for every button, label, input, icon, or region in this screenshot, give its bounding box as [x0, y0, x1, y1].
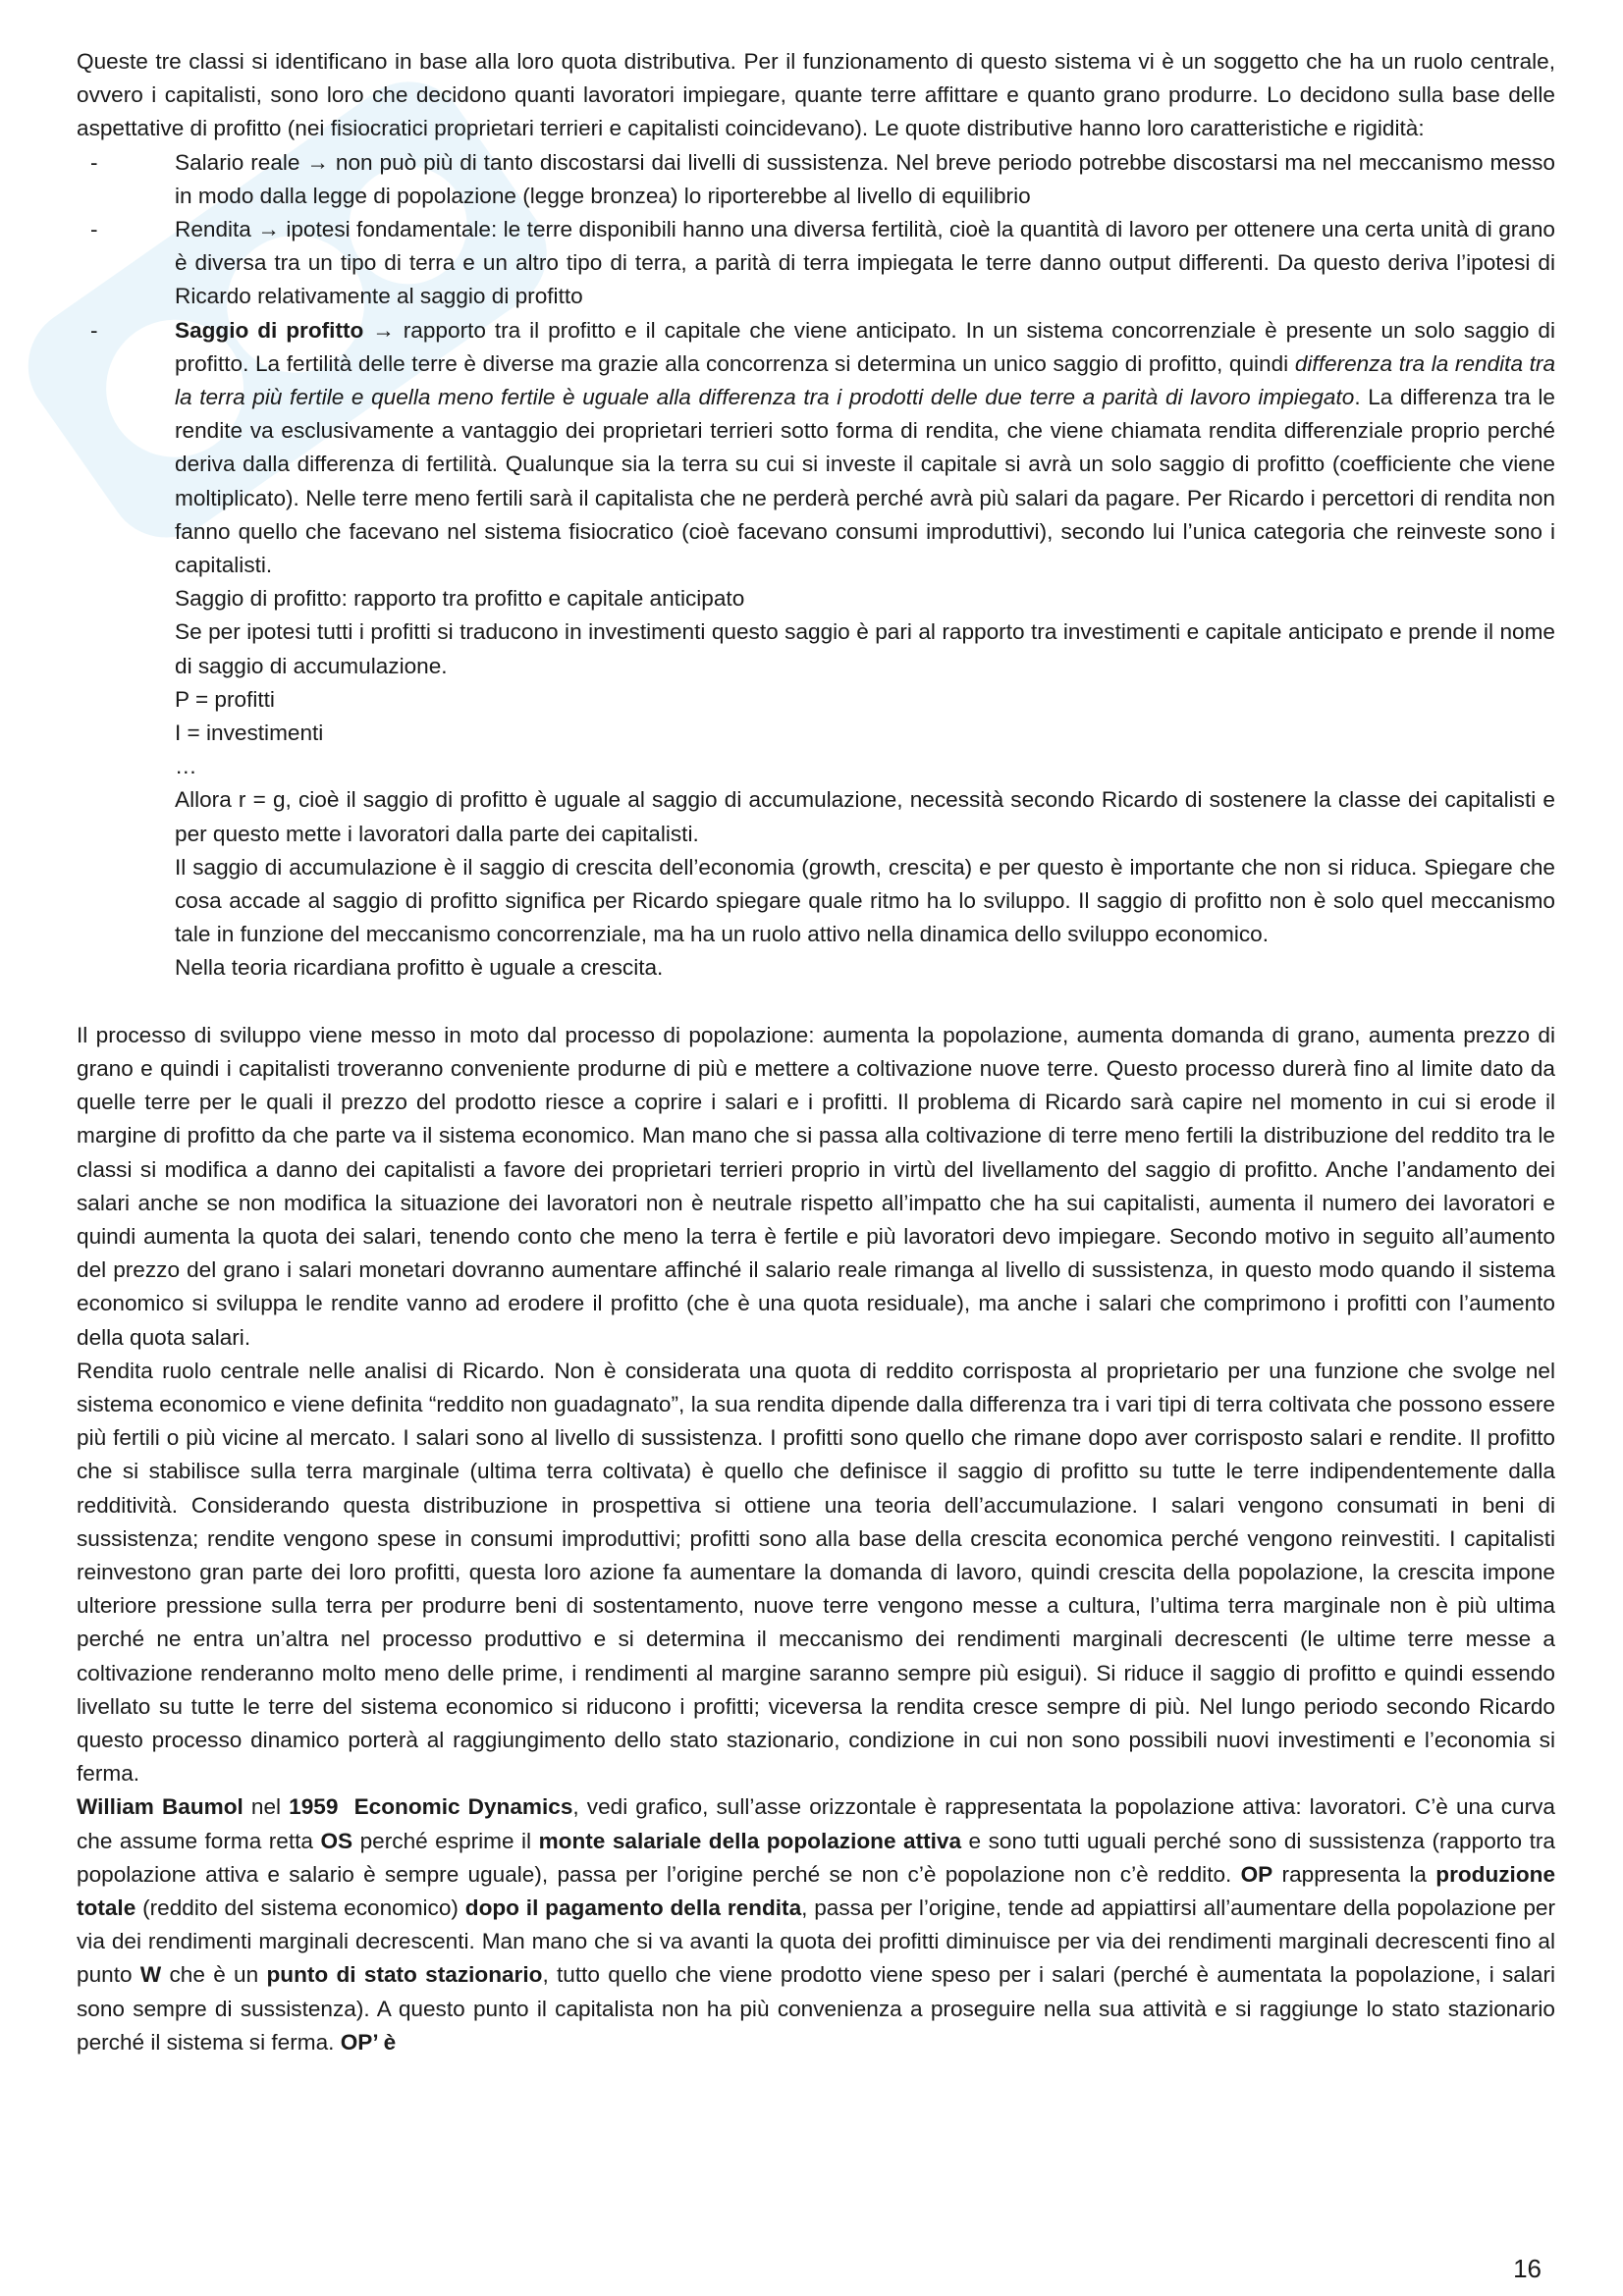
baumol-text: che è un: [161, 1962, 267, 1988]
saggio-line-2: Se per ipotesi tutti i profitti si traducono in investimenti questo saggio è pari al rapporto tra investimenti e capitale anticipato e prende il nome di saggio di accumulazione.: [175, 619, 1555, 678]
page-number: 16: [1513, 2254, 1542, 2283]
saggio-line-7: Il saggio di accumulazione è il saggio di crescita dell’economia (growth, crescita) e per questo è importante che non si riduca. Spiegare che cosa accade al saggio di profitto significa per Ricardo spiegare quale ritmo ha lo sviluppo. Il saggio di profitto non è solo quel meccanismo tale in funzione del meccanismo concorrenziale, ma ha un ruolo attivo nella dinamica dello sviluppo economico.: [175, 854, 1555, 947]
saggio-text-1: rapporto tra il profitto e il capitale che viene anticipato. In un sistema concorrenziale è presente un solo saggio di profitto. La fertilità delle terre è diverse ma grazie alla concorrenza si determina un unico saggio di profitto, quindi: [175, 317, 1556, 376]
baumol-text: nel: [243, 1794, 290, 1820]
arrow-right-icon: →: [306, 149, 336, 175]
saggio-detail-block: [175, 582, 1555, 985]
saggio-line-8: Nella teoria ricardiana profitto è uguale a crescita.: [175, 955, 664, 981]
baumol-text: , tutto quello che viene prodotto viene speso per i salari (perché è aumentata la popolazione, i salari sono sempre di sussistenza). A questo punto il capitalista non ha più convenienza a proseguire nella sua attività e si raggiunge lo stato stazionario perché il sistema si ferma.: [77, 1962, 1556, 2055]
baumol-text: rappresenta la: [1272, 1861, 1436, 1887]
baumol-w: W: [139, 1962, 162, 1988]
saggio-italic: differenza tra la rendita tra la terra più fertile e quella meno fertile è uguale alla differenza tra i prodotti delle due terre a parità di lavoro impiegato: [175, 350, 1556, 410]
saggio-line-1: Saggio di profitto: rapporto tra profitto e capitale anticipato: [175, 586, 745, 612]
arrow-right-icon: →: [372, 317, 404, 343]
baumol-os: OS: [320, 1828, 353, 1853]
bullet-dash: -: [90, 317, 98, 343]
rendita-text: ipotesi fondamentale: le terre disponibili hanno una diversa fertilità, cioè la quantità di lavoro per ottenere una certa unità di grano è diversa tra un tipo di terra e un altro tipo di terra, a parità di terra impiegata le terre danno output differenti. Da questo deriva l’ipotesi di Ricardo relativamente al saggio di profitto: [175, 217, 1555, 309]
baumol-opp: OP’ è: [340, 2029, 397, 2055]
baumol-text: perché esprime il: [352, 1828, 539, 1853]
saggio-line-4: I = investimenti: [175, 721, 324, 746]
sviluppo-paragraph: Il processo di sviluppo viene messo in moto dal processo di popolazione: aumenta la popolazione, aumenta domanda di grano, aumenta prezzo di grano e quindi i capitalisti troveranno conveniente produrne di più e mettere a coltivazione nuove terre. Questo processo durerà fino al limite dato da quelle terre per le quali il prezzo del prodotto riesce a coprire i salari e i profitti. Il problema di Ricardo sarà capire nel momento in cui si erode il margine di profitto da che parte va il sistema economico. Man mano che si passa alla coltivazione di terre meno fertili la distribuzione del reddito tra le classi si modifica a danno dei capitalisti a favore dei proprietari terrieri proprio in virtù del livellamento del saggio di profitto. Anche l’andamento dei salari anche se non modifica la situazione dei lavoratori non è neutrale rispetto all’impatto che ha sui capitalisti, aumenta il numero dei lavoratori e quindi aumenta la quota dei salari, tenendo conto che meno la terra è fertile e più lavoratori devo impiegare. Secondo motivo in seguito all’aumento del prezzo del grano i salari monetari dovranno aumentare affinché il salario reale rimanga al livello di sussistenza, in questo modo quando il sistema economico si sviluppa le rendite vanno ad erodere il profitto (che è una quota residuale), ma anche i salari che comprimono i profitti con l’aumento della quota salari.: [77, 1022, 1555, 1350]
bullet-dash: -: [90, 217, 98, 242]
salario-text: non può più di tanto discostarsi dai livelli di sussistenza. Nel breve periodo potrebbe discostarsi ma nel meccanismo messo in modo dalla legge di popolazione (legge bronzea) lo riporterebbe al livello di equilibrio: [175, 149, 1555, 208]
rendita-paragraph: Rendita ruolo centrale nelle analisi di Ricardo. Non è considerata una quota di reddito corrisposta al proprietario per una funzione che svolge nel sistema economico e viene definita “reddito non guadagnato”, la sua rendita dipende dalla differenza tra i vari tipi di terra coltivata che possono essere più fertili o più vicine al mercato. I salari sono al livello di sussistenza. I profitti sono quello che rimane dopo aver corrisposto salari e rendite. Il profitto che si stabilisce sulla terra marginale (ultima terra coltivata) è quello che definisce il saggio di profitto su tutte le terre indipendentemente dalla redditività. Considerando questa distribuzione in prospettiva si ottiene una teoria dell’accumulazione. I salari vengono consumati in beni di sussistenza; rendite vengono spese in consumi improduttivi; profitti sono alla base della crescita economica perché vengono reinvestiti. I capitalisti reinvestono gran parte dei loro profitti, questa loro azione fa aumentare la domanda di lavoro, quindi crescita della popolazione, la crescita impone ulteriore pressione sulla terra per produrre beni di sostentamento, nuove terre vengono messe a cultura, l’ultima terra marginale non è più ultima perché ne entra un’altra nel processo produttivo e si determina il meccanismo dei rendimenti marginali decrescenti (le ultime terre messe a coltivazione renderanno molto meno delle prime, i rendimenti al margine saranno sempre più esigui). Si riduce il saggio di profitto e quindi essendo livellato su tutte le terre del sistema economico si riducono i profitti; viceversa la rendita cresce sempre di più. Nel lungo periodo secondo Ricardo questo processo dinamico porterà al raggiungimento dello stato stazionario, condizione in cui non sono possibili nuovi investimenti e l’economia si ferma.: [77, 1358, 1555, 1787]
saggio-line-6: Allora r = g, cioè il saggio di profitto è uguale al saggio di accumulazione, necessità secondo Ricardo di sostenere la classe dei capitalisti e per questo mette i lavoratori dalla parte dei capitalisti.: [175, 787, 1555, 846]
arrow-right-icon: →: [257, 217, 287, 242]
baumol-text: [338, 1794, 353, 1819]
baumol-text: , passa per l’origine, tende ad appiattirsi all’aumentare della popolazione per via dei rendimenti marginali decrescenti. Man mano che si va avanti la quota dei profitti diminuisce per via dei rendimenti marginali decrescenti fino al punto: [77, 1895, 1555, 1988]
rendita-label: Rendita: [175, 217, 251, 242]
baumol-monte: monte salariale della popolazione attiva: [538, 1828, 962, 1853]
saggio-line-3: P = profitti: [175, 686, 275, 712]
spacer: [77, 986, 1555, 1019]
list-item-rendita: [77, 213, 1555, 314]
saggio-text-2: . La differenza tra le rendite va esclusivamente a vantaggio dei proprietari terrieri sotto forma di rendita, che viene chiamata rendita differenziale proprio perché deriva dalla differenza di fertilità. Qualunque sia la terra su cui si investe il capitale si avrà un solo saggio di profitto (coefficiente che viene moltiplicato). Nelle terre meno fertili sarà il capitalista che ne perderà perché avrà più salari da pagare. Per Ricardo i percettori di rendita non fanno quello che facevano nel sistema fisiocratico (cioè facevano consumi improduttivi), secondo lui l’unica categoria che reinveste sono i capitalisti.: [175, 385, 1555, 578]
baumol-punto: punto di stato stazionario: [266, 1962, 543, 1988]
baumol-text: e sono tutti uguali perché sono di sussistenza (rapporto tra popolazione attiva e salario è sempre uguale), passa per l’origine perché se non c’è popolazione non c’è reddito.: [77, 1828, 1555, 1887]
baumol-produzione: produzione totale: [77, 1861, 1556, 1920]
saggio-line-5: …: [175, 754, 197, 779]
saggio-label: Saggio di profitto: [175, 317, 364, 343]
list-item-salario: [77, 146, 1555, 213]
baumol-text: (reddito del sistema economico): [135, 1895, 465, 1920]
baumol-op: OP: [1240, 1861, 1273, 1887]
baumol-dopo: dopo il pagamento della rendita: [464, 1895, 802, 1920]
document-body: [77, 45, 1555, 2059]
baumol-paragraph: [77, 1790, 1555, 2059]
salario-label: Salario reale: [175, 149, 300, 175]
baumol-name: William Baumol: [77, 1794, 243, 1820]
bullet-dash: -: [90, 149, 98, 175]
baumol-year: 1959: [289, 1794, 339, 1820]
baumol-text: , vedi grafico, sull’asse orizzontale è rappresentata la popolazione attiva: lavoratori. C’è una curva che assume forma retta: [77, 1794, 1555, 1853]
baumol-book: Economic Dynamics: [353, 1794, 573, 1820]
list-item-saggio: [77, 314, 1555, 583]
intro-paragraph: Queste tre classi si identificano in base alla loro quota distributiva. Per il funzionamento di questo sistema vi è un soggetto che ha un ruolo centrale, ovvero i capitalisti, sono loro che decidono quanti lavoratori impiegare, quante terre affittare e quanto grano produrre. Lo decidono sulla base delle aspettative di profitto (nei fisiocratici proprietari terrieri e capitalisti coincidevano). Le quote distributive hanno loro caratteristiche e rigidità:: [77, 49, 1555, 141]
